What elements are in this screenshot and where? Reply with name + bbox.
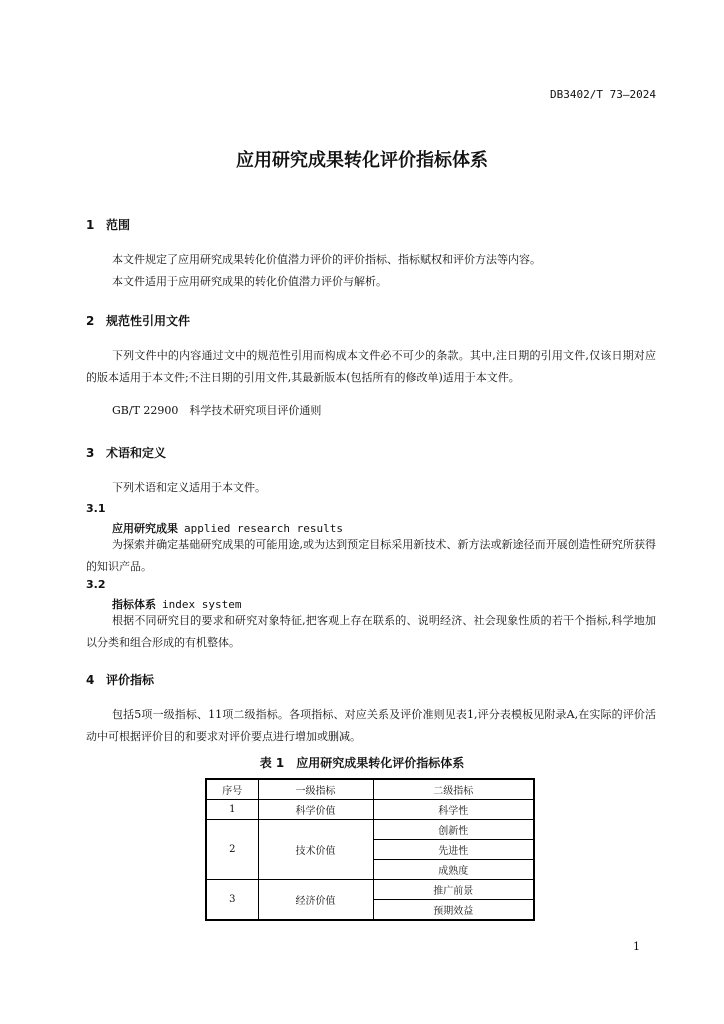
table-caption: 表 1 应用研究成果转化评价指标体系	[259, 756, 465, 770]
document-code: DB3402/T 73—2024	[550, 88, 656, 101]
secondary-index-cell: 推广前景	[373, 880, 534, 900]
secondary-index-cell: 成熟度	[373, 860, 534, 880]
section-number: 2	[86, 314, 95, 328]
term-definition: 为探索并确定基础研究成果的可能用途,或为达到预定目标采用新技术、新方法或新途径而开展创造性研究所获得的知识产品。	[86, 538, 656, 573]
row-number-cell: 2	[206, 820, 258, 880]
header-cell: 一级指标	[258, 779, 373, 800]
term-number: 3.1	[86, 502, 106, 515]
section-title: 规范性引用文件	[106, 314, 191, 328]
section-title: 范围	[106, 218, 131, 232]
row-number-cell: 1	[206, 800, 258, 820]
paragraph: 下列术语和定义适用于本文件。	[112, 481, 266, 494]
paragraph: 包括5项一级指标、11项二级指标。各项指标、对应关系及评价准则见表1,评分表模板见附录A,在实际的评价活动中可根据评价目的和要求对评价要点进行增加或删减。	[86, 708, 656, 743]
secondary-index-cell: 创新性	[373, 820, 534, 840]
term-definition: 根据不同研究目的要求和研究对象特征,把客观上存在联系的、说明经济、社会现象性质的若干个指标,科学地加以分类和组合形成的有机整体。	[86, 614, 656, 649]
paragraph: 本文件规定了应用研究成果转化价值潜力评价的评价指标、指标赋权和评价方法等内容。	[112, 253, 541, 266]
paragraph: 下列文件中的内容通过文中的规范性引用而构成本文件必不可少的条款。其中,注日期的引用文件,仅该日期对应的版本适用于本文件;不注日期的引用文件,其最新版本(包括所有的修改单)适用于本文件。	[86, 349, 656, 384]
reference-item: GB/T 22900 科学技术研究项目评价通则	[112, 404, 322, 417]
primary-index-cell: 科学价值	[258, 800, 373, 820]
section-2-heading	[86, 312, 190, 329]
table-row	[206, 820, 534, 840]
primary-index-cell: 经济价值	[258, 880, 373, 921]
section-title: 评价指标	[106, 673, 155, 687]
term-zh: 指标体系	[112, 598, 156, 611]
secondary-index-cell: 科学性	[373, 800, 534, 820]
paragraph: 本文件适用于应用研究成果的转化价值潜力评价与解析。	[112, 275, 387, 288]
term-en: index system	[162, 598, 242, 611]
document-title: 应用研究成果转化评价指标体系	[236, 150, 488, 171]
table-header-row	[206, 779, 534, 800]
row-number-cell: 3	[206, 880, 258, 921]
page-number: 1	[633, 940, 640, 953]
primary-index-cell: 技术价值	[258, 820, 373, 880]
section-number: 1	[86, 218, 95, 232]
section-title: 术语和定义	[106, 446, 167, 460]
section-4-heading	[86, 671, 154, 688]
index-table	[205, 778, 535, 921]
table-row	[206, 880, 534, 900]
term-en: applied research results	[184, 522, 343, 535]
header-cell: 二级指标	[373, 779, 534, 800]
term-number: 3.2	[86, 578, 106, 591]
secondary-index-cell: 预期效益	[373, 900, 534, 921]
header-cell: 序号	[206, 779, 258, 800]
section-1-heading	[86, 216, 130, 233]
secondary-index-cell: 先进性	[373, 840, 534, 860]
section-3-heading	[86, 444, 166, 461]
term-zh: 应用研究成果	[112, 522, 178, 535]
section-number: 4	[86, 673, 95, 687]
table-row	[206, 800, 534, 820]
section-number: 3	[86, 446, 95, 460]
